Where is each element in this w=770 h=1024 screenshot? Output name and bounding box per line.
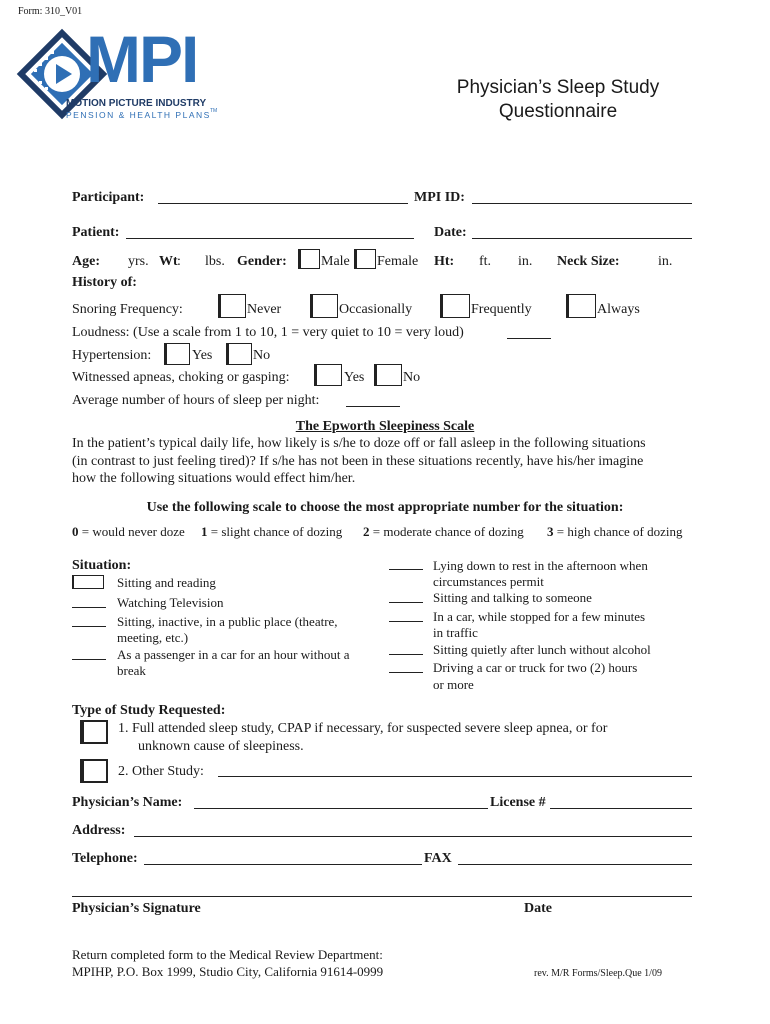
male-label: Male bbox=[321, 254, 350, 269]
history-label: History of: bbox=[72, 275, 137, 290]
telephone-label: Telephone: bbox=[72, 851, 138, 866]
situation-score-field[interactable] bbox=[72, 596, 106, 608]
wt-label: Wt bbox=[159, 254, 178, 269]
signature-date-label: Date bbox=[524, 901, 552, 916]
snoring-never-checkbox[interactable] bbox=[218, 294, 246, 318]
situation-right-2: Sitting and talking to someone bbox=[433, 590, 592, 605]
neck-size-label: Neck Size: bbox=[557, 254, 620, 269]
situation-right-1: Lying down to rest in the afternoon when bbox=[433, 558, 648, 573]
study-option-1-checkbox[interactable] bbox=[80, 720, 108, 744]
snoring-frequently-label: Frequently bbox=[471, 302, 532, 317]
epworth-intro-3: how the following situations would effect him/her. bbox=[72, 471, 356, 486]
snoring-never-label: Never bbox=[247, 302, 282, 317]
page-title bbox=[420, 76, 696, 124]
snoring-label: Snoring Frequency: bbox=[72, 302, 183, 317]
other-study-field[interactable] bbox=[218, 764, 692, 777]
epworth-heading: The Epworth Sleepiness Scale bbox=[295, 419, 475, 434]
address-field[interactable] bbox=[134, 824, 692, 837]
situation-right-5: Driving a car or truck for two (2) hours bbox=[433, 660, 638, 675]
situation-left-4b: break bbox=[117, 663, 146, 678]
scale-heading: Use the following scale to choose the most appropriate number for the situation: bbox=[146, 500, 624, 515]
situation-score-field[interactable] bbox=[389, 661, 423, 673]
title-line2: Questionnaire bbox=[498, 101, 618, 122]
title-line1: Physician’s Sleep Study bbox=[456, 77, 660, 98]
situation-left-4: As a passenger in a car for an hour without a bbox=[117, 647, 350, 662]
female-checkbox[interactable] bbox=[354, 249, 376, 269]
form-id: Form: 310_V01 bbox=[18, 6, 83, 17]
scale-item-3: 3 = high chance of dozing bbox=[547, 524, 683, 539]
epworth-intro-1: In the patient’s typical daily life, how likely is s/he to doze off or fall asleep in the following situations bbox=[72, 436, 646, 451]
in-label: in. bbox=[518, 254, 533, 269]
apneas-yes-checkbox[interactable] bbox=[314, 364, 342, 386]
scale-item-2: 2 = moderate chance of dozing bbox=[363, 524, 524, 539]
situation-left-3: Sitting, inactive, in a public place (theatre, bbox=[117, 614, 338, 629]
neck-in-label: in. bbox=[658, 254, 673, 269]
signature-field[interactable] bbox=[72, 884, 692, 897]
sleep-hours-label: Average number of hours of sleep per night: bbox=[72, 393, 320, 408]
patient-label: Patient: bbox=[72, 225, 120, 240]
situation-score-field[interactable] bbox=[389, 591, 423, 603]
situation-right-5b: or more bbox=[433, 677, 474, 692]
logo-line1: MOTION PICTURE INDUSTRY bbox=[66, 98, 207, 109]
mpi-id-field[interactable] bbox=[472, 191, 692, 204]
situation-right-3b: in traffic bbox=[433, 625, 478, 640]
apneas-yes-label: Yes bbox=[344, 370, 365, 385]
scale-item-1: 1 = slight chance of dozing bbox=[201, 524, 343, 539]
sleep-hours-field[interactable] bbox=[346, 394, 400, 407]
fax-label: FAX bbox=[424, 851, 452, 866]
lbs-label: lbs. bbox=[205, 254, 225, 269]
physician-name-label: Physician’s Name: bbox=[72, 795, 183, 810]
snoring-always-label: Always bbox=[597, 302, 640, 317]
mpi-logo bbox=[14, 22, 224, 122]
female-label: Female bbox=[377, 254, 419, 269]
epworth-intro-2: (in contrast to just feeling tired)? If s/he has not been in these situations recently, have his/her imagine bbox=[72, 454, 644, 469]
study-heading: Type of Study Requested: bbox=[72, 703, 226, 718]
male-checkbox[interactable] bbox=[298, 249, 320, 269]
hypertension-label: Hypertension: bbox=[72, 348, 152, 363]
study-option-1-line1: 1. Full attended sleep study, CPAP if necessary, for suspected severe sleep apnea, or for bbox=[118, 721, 608, 736]
hypertension-no-label: No bbox=[253, 348, 271, 363]
situation-right-4: Sitting quietly after lunch without alcohol bbox=[433, 642, 651, 657]
ft-label: ft. bbox=[479, 254, 492, 269]
physician-name-field[interactable] bbox=[194, 796, 488, 809]
study-option-1-line2: unknown cause of sleepiness. bbox=[138, 739, 304, 754]
telephone-field[interactable] bbox=[144, 852, 422, 865]
situation-score-field[interactable] bbox=[72, 575, 104, 589]
footer-line2: MPIHP, P.O. Box 1999, Studio City, California 91614-0999 bbox=[72, 964, 384, 979]
logo-mark: MPI bbox=[86, 22, 198, 96]
license-field[interactable] bbox=[550, 796, 692, 809]
fax-field[interactable] bbox=[458, 852, 692, 865]
apneas-no-label: No bbox=[403, 370, 421, 385]
hypertension-yes-checkbox[interactable] bbox=[164, 343, 190, 365]
situation-left-3b: meeting, etc.) bbox=[117, 630, 189, 645]
participant-field[interactable] bbox=[158, 191, 408, 204]
study-option-2-checkbox[interactable] bbox=[80, 759, 108, 783]
logo-line2: PENSION & HEALTH PLANS bbox=[66, 110, 211, 120]
situation-score-field[interactable] bbox=[72, 648, 106, 660]
date-field[interactable] bbox=[472, 226, 692, 239]
hypertension-yes-label: Yes bbox=[192, 348, 213, 363]
mpi-id-label: MPI ID: bbox=[414, 190, 465, 205]
loudness-field[interactable] bbox=[507, 326, 551, 339]
apneas-no-checkbox[interactable] bbox=[374, 364, 402, 386]
situation-right-3: In a car, while stopped for a few minutes bbox=[433, 609, 646, 624]
situation-score-field[interactable] bbox=[389, 558, 423, 570]
apneas-label: Witnessed apneas, choking or gasping: bbox=[72, 370, 290, 385]
revision-note: rev. M/R Forms/Sleep.Que 1/09 bbox=[534, 968, 662, 979]
patient-field[interactable] bbox=[126, 226, 414, 239]
situation-score-field[interactable] bbox=[389, 643, 423, 655]
logo-tm: TM bbox=[210, 108, 218, 114]
snoring-always-checkbox[interactable] bbox=[566, 294, 596, 318]
situation-left-2: Watching Television bbox=[117, 595, 224, 610]
snoring-occasionally-label: Occasionally bbox=[339, 302, 413, 317]
footer-line1: Return completed form to the Medical Review Department: bbox=[72, 947, 383, 962]
participant-label: Participant: bbox=[72, 190, 145, 205]
yrs-label: yrs. bbox=[128, 254, 149, 269]
study-option-2-label: 2. Other Study: bbox=[118, 764, 204, 779]
situation-score-field[interactable] bbox=[389, 610, 423, 622]
snoring-occasionally-checkbox[interactable] bbox=[310, 294, 338, 318]
hypertension-no-checkbox[interactable] bbox=[226, 343, 252, 365]
ht-label: Ht: bbox=[434, 254, 455, 269]
address-label: Address: bbox=[72, 823, 126, 838]
signature-label: Physician’s Signature bbox=[72, 901, 201, 916]
gender-label: Gender: bbox=[237, 254, 287, 269]
wt-colon: : bbox=[177, 254, 181, 269]
situation-heading: Situation: bbox=[72, 558, 132, 573]
snoring-frequently-checkbox[interactable] bbox=[440, 294, 470, 318]
situation-score-field[interactable] bbox=[72, 615, 106, 627]
loudness-label: Loudness: (Use a scale from 1 to 10, 1 = very quiet to 10 = very loud) bbox=[72, 325, 464, 340]
date-label: Date: bbox=[434, 225, 467, 240]
situation-right-1b: circumstances permit bbox=[433, 574, 544, 589]
situation-left-1: Sitting and reading bbox=[117, 575, 216, 590]
scale-item-0: 0 = would never doze bbox=[72, 524, 185, 539]
age-label: Age: bbox=[72, 254, 100, 269]
license-label: License # bbox=[490, 795, 546, 810]
